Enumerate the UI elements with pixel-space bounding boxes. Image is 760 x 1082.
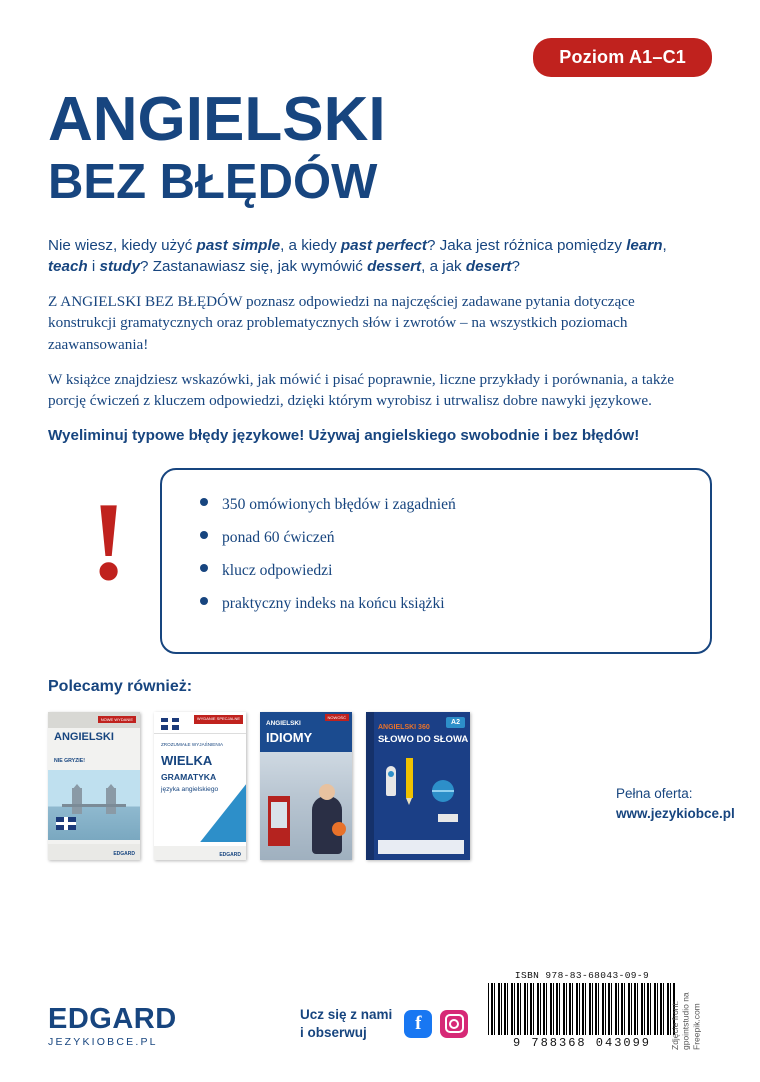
ball-icon bbox=[332, 822, 346, 836]
rocket-icon bbox=[386, 766, 396, 796]
cover-photo bbox=[260, 752, 352, 860]
paragraph-about: Z ANGIELSKI BEZ BŁĘDÓW poznasz odpowiedzi na najczęściej zadawane pytania dotyczące konstrukcji gramatycznych oraz problematycznych słów i zwrotów – na wszystkich poziomach zaawansowania! bbox=[48, 292, 635, 353]
highlights-section bbox=[48, 468, 712, 664]
uk-flag-icon bbox=[56, 817, 76, 830]
cover-ribbon: NOWE WYDANIE bbox=[98, 716, 136, 723]
cover-subtitle: GRAMATYKA bbox=[161, 772, 217, 783]
pencil-icon bbox=[406, 758, 413, 798]
list-item bbox=[200, 529, 456, 547]
level-badge: Poziom A1–C1 bbox=[533, 38, 712, 77]
title-block bbox=[48, 0, 712, 209]
cover-illustration bbox=[48, 770, 140, 840]
cover-title: ANGIELSKI bbox=[54, 731, 114, 744]
bullet-icon bbox=[200, 498, 208, 506]
barcode-block bbox=[488, 970, 676, 1050]
list-item-label: ponad 60 ćwiczeń bbox=[222, 529, 335, 547]
cover-brand: EDGARD bbox=[219, 852, 241, 859]
page-subtitle: BEZ BŁĘDÓW bbox=[48, 155, 378, 210]
social-block bbox=[300, 1006, 476, 1042]
list-item bbox=[200, 562, 456, 580]
cover-ribbon: NOWOŚĆ bbox=[325, 714, 349, 721]
graduation-cap-icon bbox=[438, 814, 458, 822]
cover-subtitle: SŁOWO DO SŁOWA bbox=[378, 734, 469, 746]
paragraph-intro: Nie wiesz, kiedy użyć past simple, a kiedy past perfect? Jaka jest różnica pomiędzy learn, teach i study? Zastanawiasz się, jak wymówić dessert, a jak desert? bbox=[48, 236, 667, 276]
list-item bbox=[200, 496, 456, 514]
instagram-icon[interactable] bbox=[440, 1010, 468, 1038]
cover-brand: EDGARD bbox=[113, 851, 135, 858]
publisher-logo bbox=[48, 1005, 177, 1048]
description-block bbox=[48, 235, 703, 447]
book-cover-idiomy[interactable] bbox=[260, 712, 352, 860]
publisher-name: EDGARD bbox=[48, 1003, 177, 1035]
cover-label: ZROZUMIAŁE WYJAŚNIENIA bbox=[161, 742, 224, 748]
photo-credit: Zdjęcie front: gpointstudio na Freepik.com bbox=[670, 992, 702, 1050]
cover-illustration bbox=[378, 750, 464, 836]
cover-spine bbox=[366, 712, 374, 860]
uk-flag-icon bbox=[161, 718, 179, 730]
page-title: ANGIELSKI bbox=[48, 85, 386, 154]
social-text bbox=[300, 1006, 392, 1042]
bullet-icon bbox=[200, 531, 208, 539]
social-line-2: i obserwuj bbox=[300, 1024, 367, 1040]
list-item-label: klucz odpowiedzi bbox=[222, 562, 333, 580]
cover-ribbon: WYDANIE SPECJALNE bbox=[194, 715, 243, 723]
tower-bridge-icon bbox=[62, 784, 126, 818]
book-cover-angielski-nie-gryzie[interactable] bbox=[48, 712, 140, 860]
cover-bottom-bar bbox=[378, 840, 464, 854]
barcode-icon bbox=[488, 983, 676, 1035]
recommended-heading: Polecamy również: bbox=[48, 678, 193, 696]
globe-icon bbox=[432, 780, 454, 802]
barcode-number: 9 788368 043099 bbox=[512, 1036, 652, 1050]
offer-block bbox=[616, 784, 735, 825]
cover-level-badge: A2 bbox=[446, 717, 465, 728]
offer-url[interactable]: www.jezykiobce.pl bbox=[616, 806, 735, 822]
cover-subtitle: NIE GRYZIE! bbox=[54, 758, 85, 765]
publisher-domain: JEZYKIOBCE.PL bbox=[48, 1036, 158, 1048]
cover-title: WIELKA bbox=[161, 753, 213, 769]
list-item-label: praktyczny indeks na końcu książki bbox=[222, 595, 445, 613]
isbn-text: ISBN 978-83-68043-09-9 bbox=[514, 970, 650, 981]
facebook-icon[interactable]: f bbox=[404, 1010, 432, 1038]
footer bbox=[48, 958, 712, 1058]
recommended-books bbox=[48, 712, 735, 860]
social-line-1: Ucz się z nami bbox=[300, 1006, 393, 1022]
bullet-icon bbox=[200, 564, 208, 572]
cover-title: ANGIELSKI bbox=[266, 720, 301, 728]
cover-subtitle: IDIOMY bbox=[266, 730, 313, 746]
offer-label: Pełna oferta: bbox=[616, 785, 693, 801]
list-item bbox=[200, 595, 456, 613]
book-cover-wielka-gramatyka[interactable] bbox=[154, 712, 246, 860]
paragraph-closing: Wyeliminuj typowe błędy językowe! Używaj angielskiego swobodnie i bez błędów! bbox=[48, 426, 640, 444]
phone-booth-icon bbox=[268, 796, 290, 846]
list-item-label: 350 omówionych błędów i zagadnień bbox=[222, 496, 456, 514]
paragraph-content: W książce znajdziesz wskazówki, jak mówić i pisać poprawnie, liczne przykłady i porównania, a także porcję ćwiczeń z kluczem odpowiedzi, dzięki którym wyrobisz i utrwalisz dobre nawyki językowe. bbox=[48, 370, 674, 410]
exclamation-mark-icon: ! bbox=[90, 480, 128, 605]
highlights-list bbox=[200, 496, 456, 628]
cover-title: ANGIELSKI 360 bbox=[378, 724, 430, 732]
book-cover-slowo-do-slowa[interactable] bbox=[366, 712, 470, 860]
cover-note: języka angielskiego bbox=[161, 786, 219, 794]
bullet-icon bbox=[200, 597, 208, 605]
